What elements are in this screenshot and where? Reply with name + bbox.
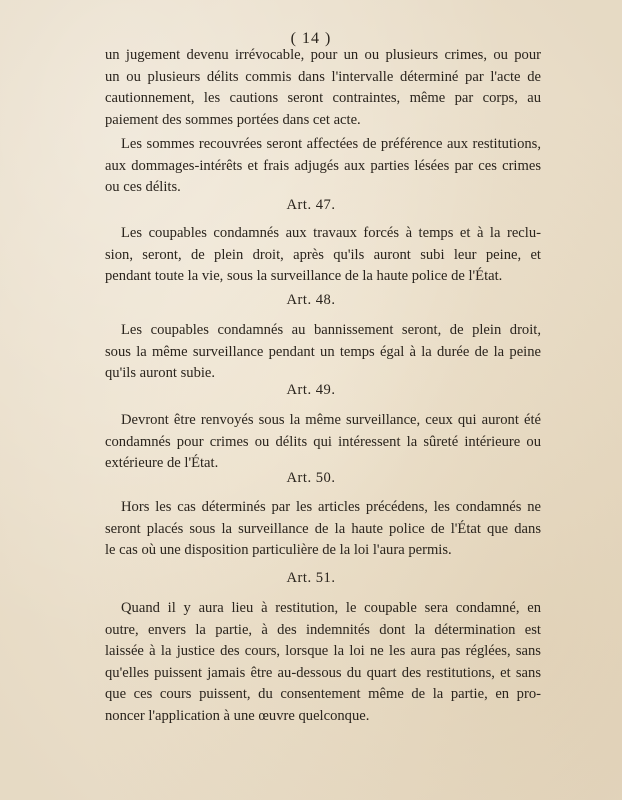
text-line: ou ces délits.	[105, 179, 181, 195]
text-line: Devront être renvoyés sous la même surveillance, ceux qui auront été	[121, 412, 541, 428]
text-line: paiement des sommes portées dans cet acte.	[105, 111, 361, 128]
text-line: Hors les cas déterminés par les articles précédens, les condamnés ne	[121, 499, 541, 515]
paragraph	[105, 223, 541, 288]
text-line: qu'ils auront subie.	[105, 365, 216, 381]
paragraph	[105, 598, 541, 727]
text-line: sous la même surveillance pendant un temps égal à la durée de la peine	[105, 343, 541, 360]
text-line: sion, seront, de plein droit, après qu'ils auront subi leur peine, et	[105, 246, 541, 263]
text-line: que ces cours puissent, du consentement même de la partie, en pro-	[105, 686, 541, 702]
article-heading: Art. 49.	[286, 382, 336, 398]
text-line: Les coupables condamnés au bannissement seront, de plein droit,	[121, 322, 541, 338]
text-line: condamnés pour crimes ou délits qui intéressent la sûreté intérieure ou	[105, 433, 541, 450]
text-line: aux dommages-intérêts et frais adjugés aux parties lésées par ces crimes	[105, 157, 541, 174]
text-line: le cas où une disposition particulière de la loi l'aura permis.	[105, 542, 452, 558]
text-line: noncer l'application à une œuvre quelconque.	[105, 707, 370, 724]
text-line: cautionnement, les cautions seront contraintes, même par corps, au	[105, 90, 541, 106]
paragraph	[105, 410, 541, 475]
paragraph	[105, 320, 541, 385]
article-heading: Art. 47.	[286, 197, 336, 213]
text-line: Les sommes recouvrées seront affectées de préférence aux restitutions,	[121, 136, 541, 152]
text-line: qu'elles puissent jamais être au-dessous du quart des restitutions, et sans	[105, 664, 541, 681]
paragraph	[105, 45, 541, 131]
article-heading: Art. 51.	[286, 570, 336, 586]
text-line: Les coupables condamnés aux travaux forcés à temps et à la reclu-	[121, 225, 541, 241]
article-heading: Art. 50.	[286, 470, 336, 486]
paragraph	[105, 134, 541, 199]
text-line: extérieure de l'État.	[105, 455, 219, 471]
article-heading: Art. 48.	[286, 292, 336, 308]
text-line: seront placés sous la surveillance de la haute police de l'État que dans	[105, 520, 541, 537]
page-number: ( 14 )	[290, 30, 332, 47]
text-line: laissée à la justice des cours, lorsque la loi ne les aura pas réglées, sans	[105, 643, 541, 659]
text-line: pendant toute la vie, sous la surveillance de la haute police de l'État.	[105, 268, 503, 284]
text-line: outre, envers la partie, à des indemnités dont la détermination est	[105, 621, 541, 638]
paragraph	[105, 497, 541, 562]
text-line: un jugement devenu irrévocable, pour un ou plusieurs crimes, ou pour	[105, 47, 541, 63]
text-line: Quand il y aura lieu à restitution, le coupable sera condamné, en	[121, 600, 541, 616]
text-line: un ou plusieurs délits commis dans l'intervalle déterminé par l'acte de	[105, 68, 541, 85]
